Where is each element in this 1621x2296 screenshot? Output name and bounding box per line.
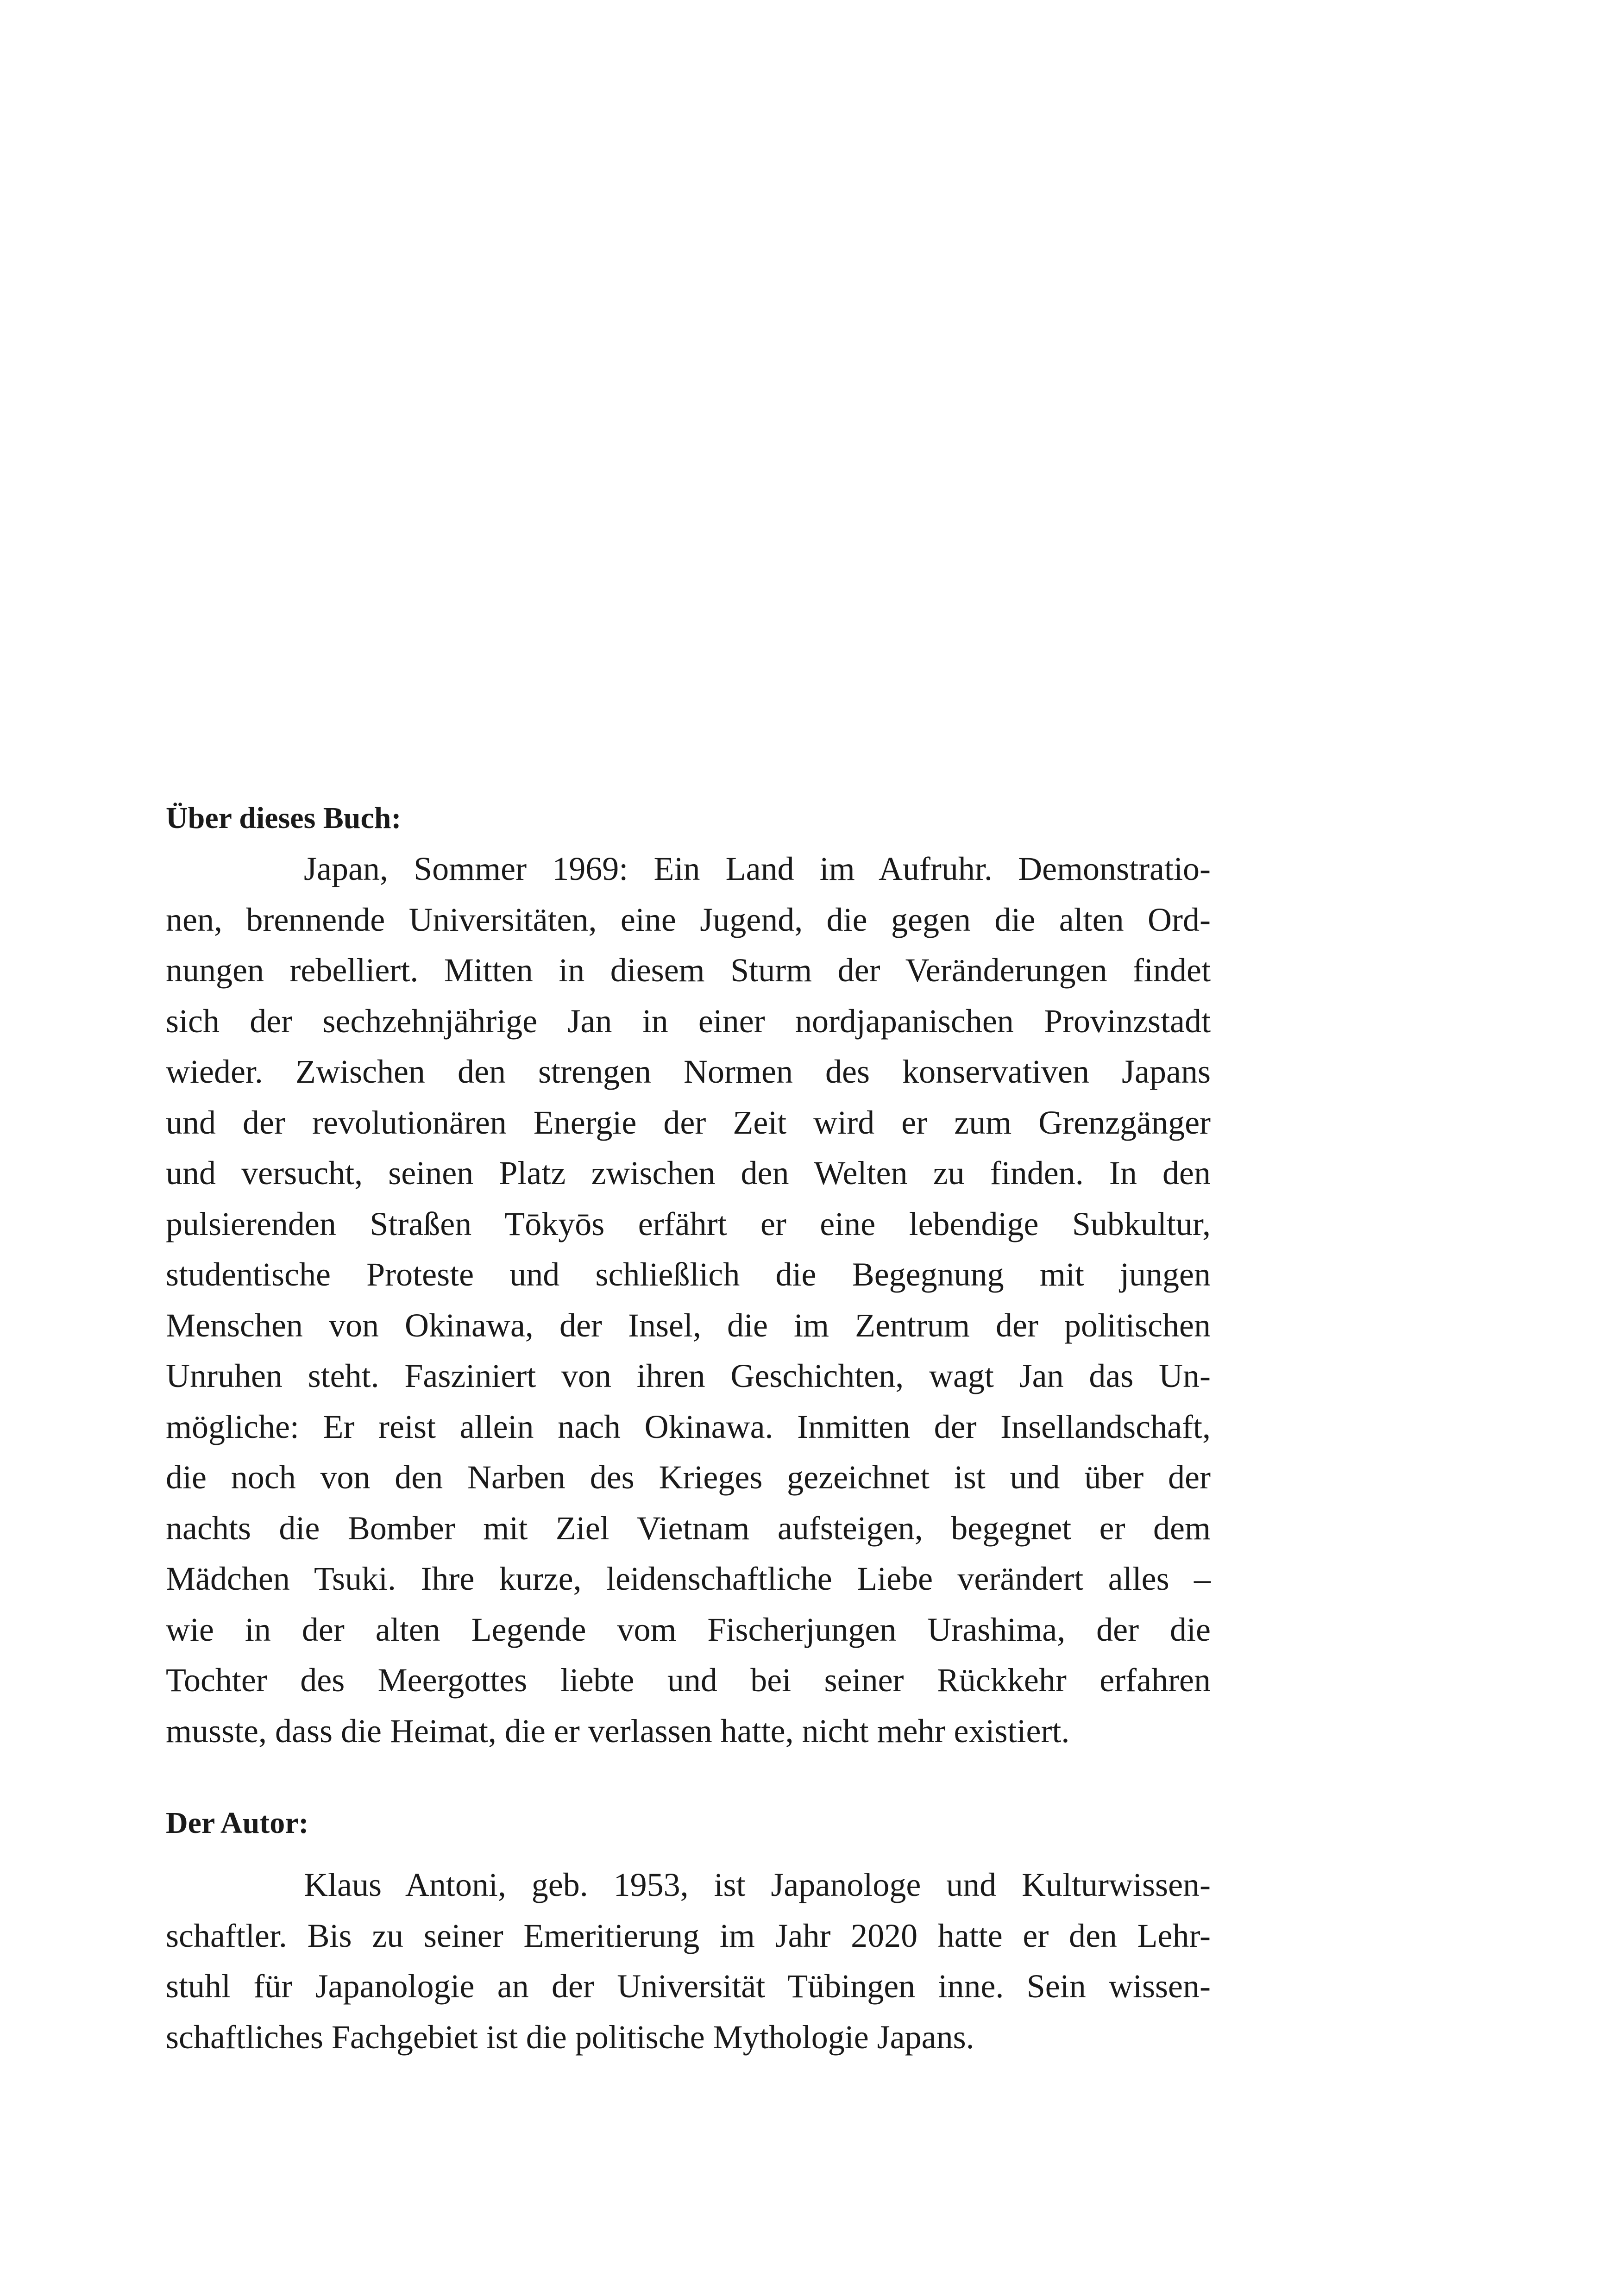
text-line: und der revolutionären Energie der Zeit wird er zum Grenzgänger bbox=[166, 1104, 1211, 1141]
about-book-paragraph bbox=[166, 844, 1211, 1757]
text-line: Menschen von Okinawa, der Insel, die im Zentrum der politischen bbox=[166, 1306, 1211, 1344]
text-line: wie in der alten Legende vom Fischerjungen Urashima, der die bbox=[166, 1611, 1211, 1648]
text-line: wieder. Zwischen den strengen Normen des konservativen Japans bbox=[166, 1053, 1211, 1090]
text-line: schaftler. Bis zu seiner Emeritierung im Jahr 2020 hatte er den Lehr- bbox=[166, 1917, 1211, 1954]
text-line: nungen rebelliert. Mitten in diesem Sturm der Veränderungen findet bbox=[166, 952, 1211, 989]
text-line: und versucht, seinen Platz zwischen den Welten zu finden. In den bbox=[166, 1154, 1211, 1192]
text-line: nachts die Bomber mit Ziel Vietnam aufsteigen, begegnet er dem bbox=[166, 1509, 1211, 1547]
about-book-section bbox=[166, 793, 1211, 1757]
text-line: mögliche: Er reist allein nach Okinawa. Inmitten der Insellandschaft, bbox=[166, 1408, 1211, 1445]
text-line: studentische Proteste und schließlich die Begegnung mit jungen bbox=[166, 1256, 1211, 1293]
text-line: Japan, Sommer 1969: Ein Land im Aufruhr. Demonstratio- bbox=[304, 850, 1211, 887]
text-line: pulsierenden Straßen Tōkyōs erfährt er eine lebendige Subkultur, bbox=[166, 1205, 1211, 1242]
text-line: nen, brennende Universitäten, eine Jugend, die gegen die alten Ord- bbox=[166, 901, 1211, 938]
text-line: stuhl für Japanologie an der Universität Tübingen inne. Sein wissen- bbox=[166, 1968, 1211, 2005]
text-line: Tochter des Meergottes liebte und bei seiner Rückkehr erfahren bbox=[166, 1662, 1211, 1699]
about-book-heading: Über dieses Buch: bbox=[166, 801, 402, 835]
text-line: schaftliches Fachgebiet ist die politische Mythologie Japans. bbox=[166, 2018, 974, 2056]
text-line: Klaus Antoni, geb. 1953, ist Japanologe und Kulturwissen- bbox=[304, 1866, 1211, 1903]
author-paragraph bbox=[166, 1860, 1211, 2063]
text-line: die noch von den Narben des Krieges gezeichnet ist und über der bbox=[166, 1459, 1211, 1496]
text-line: Unruhen steht. Fasziniert von ihren Geschichten, wagt Jan das Un- bbox=[166, 1357, 1211, 1394]
author-heading: Der Autor: bbox=[166, 1806, 309, 1840]
author-section bbox=[166, 1798, 1211, 2063]
text-line: sich der sechzehnjährige Jan in einer nordjapanischen Provinzstadt bbox=[166, 1002, 1211, 1040]
text-line: musste, dass die Heimat, die er verlassen hatte, nicht mehr existiert. bbox=[166, 1712, 1070, 1750]
text-line: Mädchen Tsuki. Ihre kurze, leidenschaftliche Liebe verändert alles – bbox=[166, 1560, 1211, 1597]
